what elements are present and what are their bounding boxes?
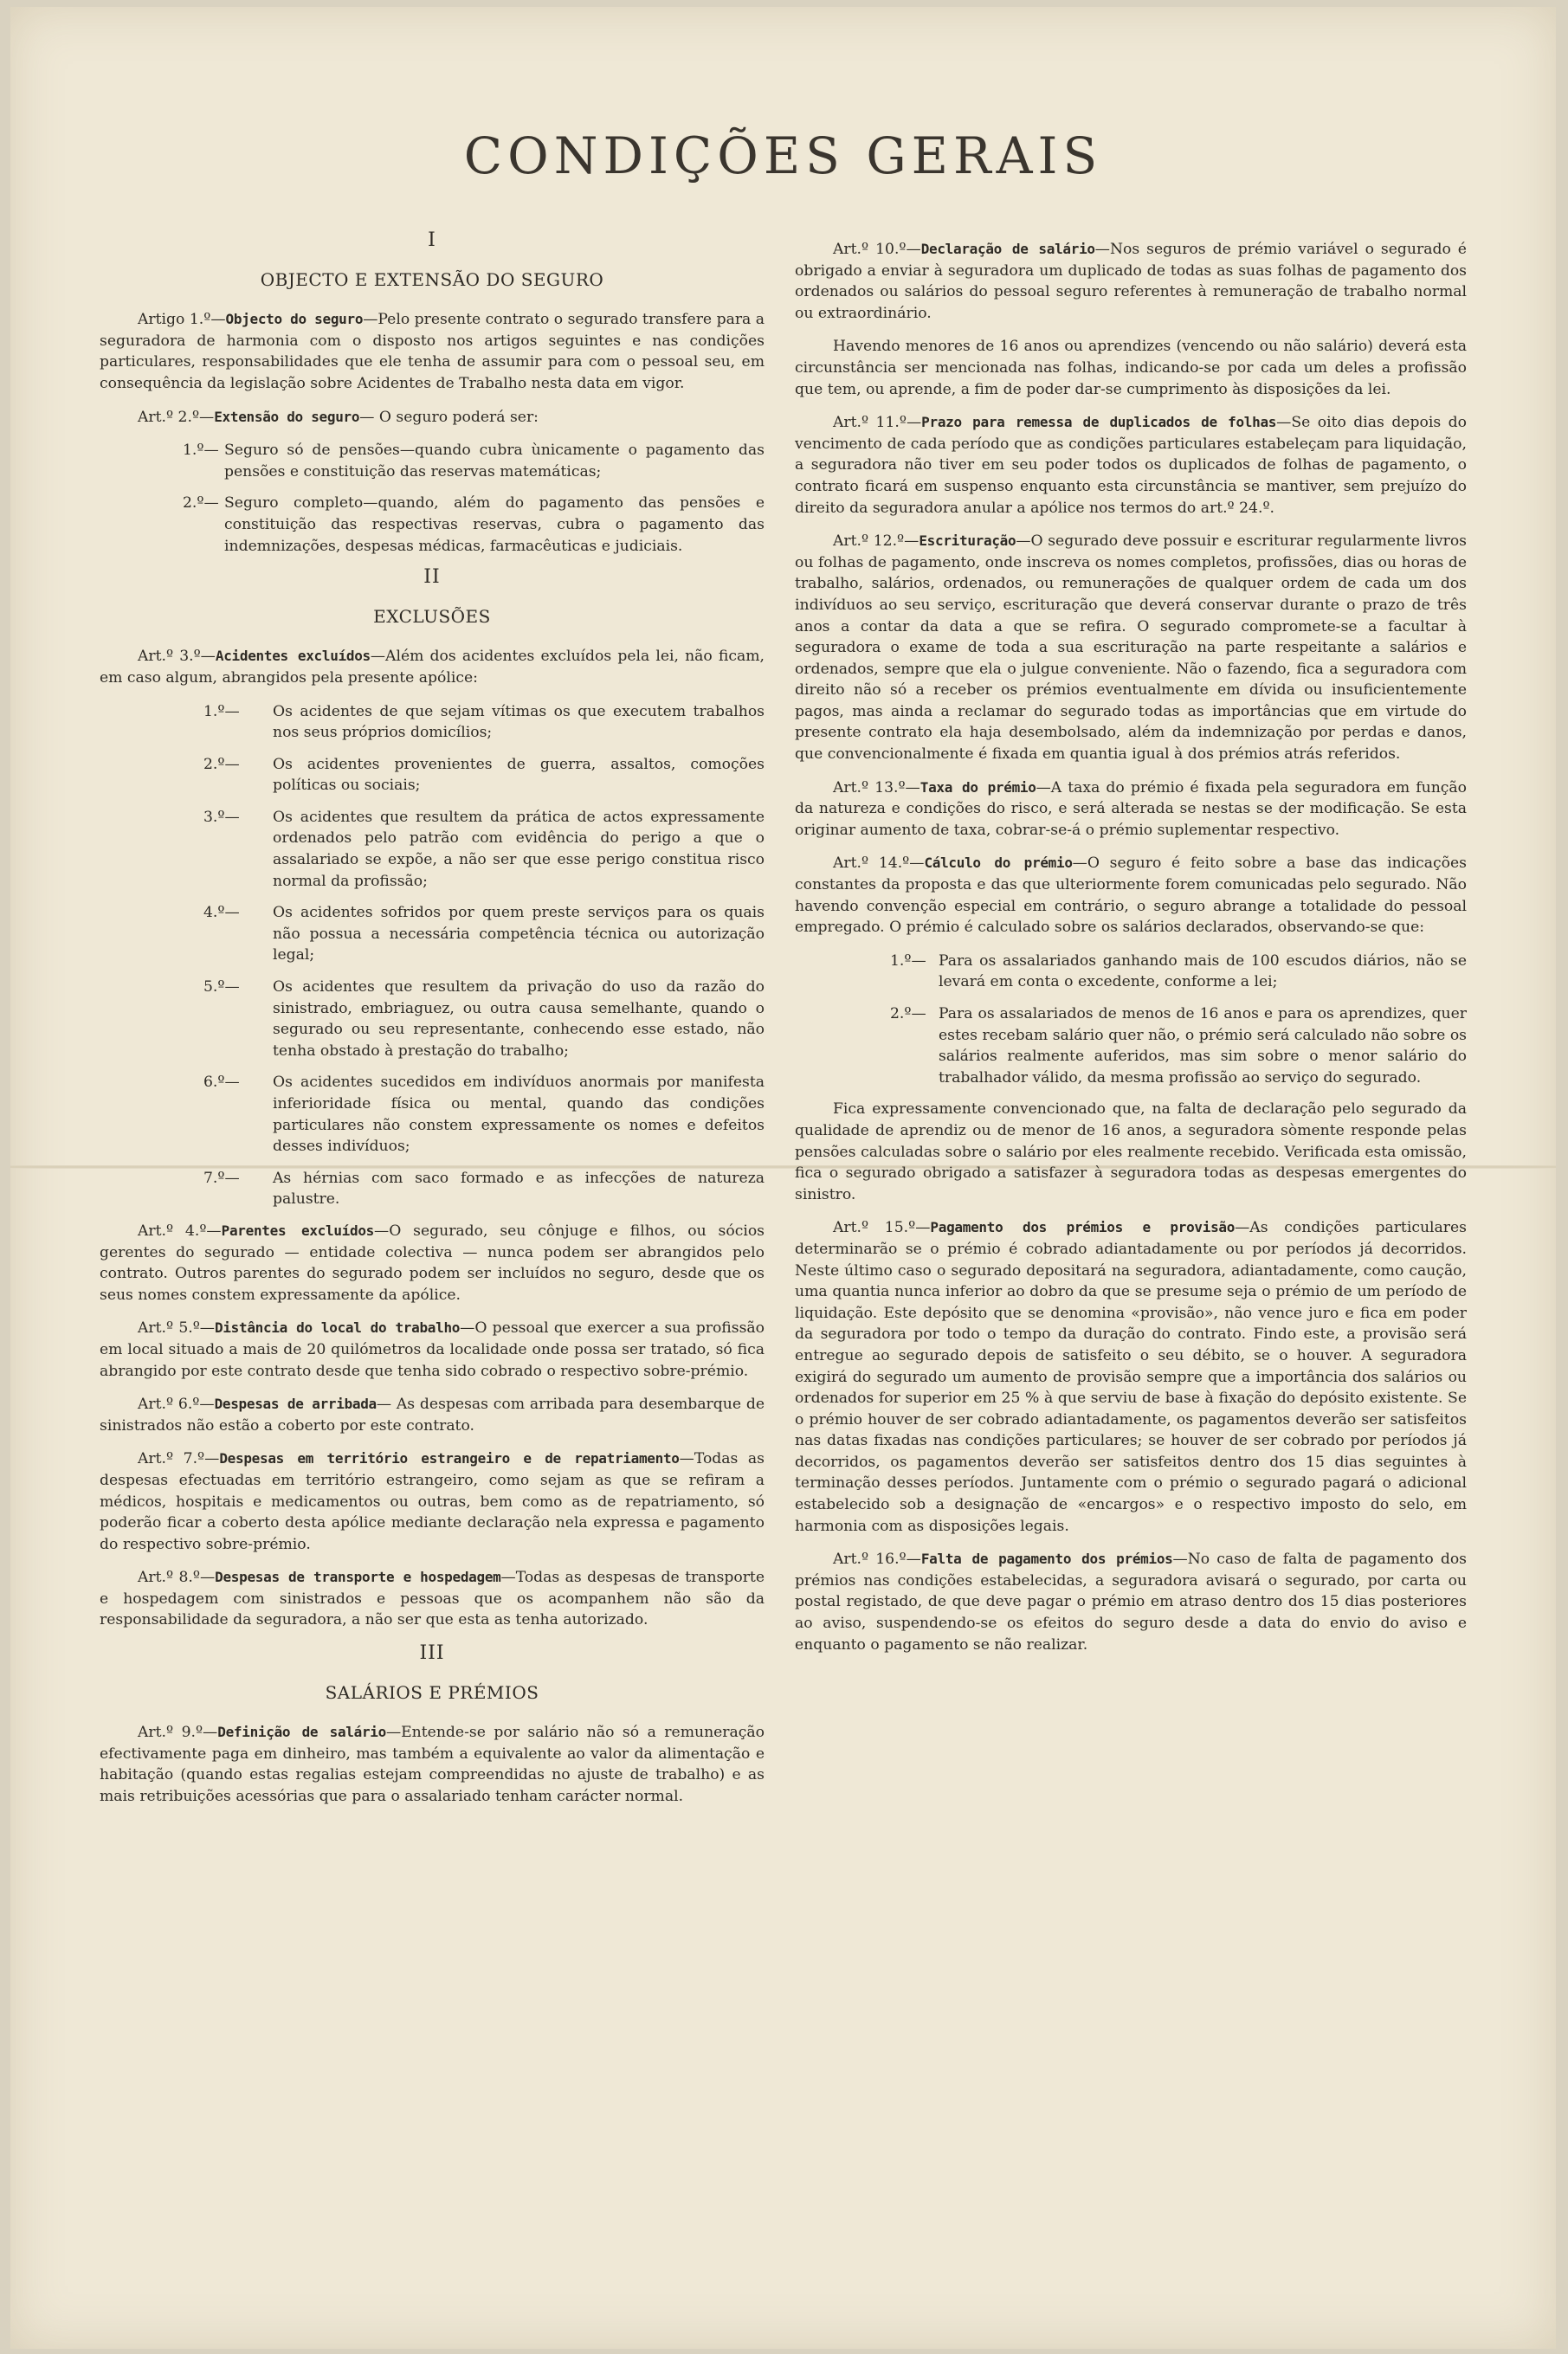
article-number: Art.º 15.º— <box>833 1219 931 1237</box>
item-text: Os acidentes sucedidos em indivíduos anormais por manifesta inferioridade física ou mental, quando das condições particulares não constem expressamente os nomes e defeitos desses indivíduos; <box>273 1074 765 1156</box>
article-heading: Objecto do seguro <box>225 311 364 328</box>
article-13 <box>795 777 1467 842</box>
list-item <box>100 1168 765 1210</box>
article-text: —As condições particulares determinarão se o prémio é cobrado adiantadamente ou por períodos já decorridos. Neste último caso o segurado depositará na seguradora, adiantadamente, como caução, uma quantia nunca inferior ao dobro da que se presume seja o prémio de um período de liquidação. Este depósito que se denomina «provisão», não vence juro e fica em poder da seguradora por todo o tempo da duração do contrato. Findo este, a provisão será entregue ao segurado depois de satisfeito o seu débito, se o houver. A seguradora exigirá do segurado um aumento de provisão sempre que a importância dos salários ou ordenados for superior em 25 % à que serviu de base à fixação do depósito existente. Se o prémio houver de ser cobrado adiantadamente, os pagamentos deverão ser satisfeitos nas datas fixadas nas condições particulares; se houver de ser cobrado por períodos já decorridos, os pagamentos deverão ser satisfeitos dentro dos 15 dias seguintes à terminação desses períodos. Juntamente com o prémio o segurado pagará o adicional estabelecido sob a designação de «encargos» e o respectivo imposto do selo, em harmonia com as disposições legais. <box>795 1219 1467 1535</box>
article-text: —Entende-se por salário não só a remuneração efectivamente paga em dinheiro, mas também a equivalente ao valor da alimentação e habitação (quando estas regalias estejam compreendidas no ajuste de trabalho) e as mais retribuições acessórias que para o assalariado tenham carácter normal. <box>100 1724 765 1806</box>
item-text: Seguro só de pensões—quando cubra ùnicamente o pagamento das pensões e constituição das reservas matemáticas; <box>224 442 765 480</box>
document-page <box>10 7 1556 2349</box>
item-number: 1.º— <box>183 442 219 460</box>
article-heading: Despesas em território estrangeiro e de repatriamento <box>219 1450 680 1467</box>
article-text: —No caso de falta de pagamento dos prémios nas condições estabelecidas, a seguradora avisará o segurado, por carta ou postal registado, de que deve pagar o prémio em atraso dentro dos 15 dias posteriores ao aviso, suspendendo-se os efeitos do seguro desde a data do envio do aviso e enquanto o pagamento se não realizar. <box>795 1551 1467 1654</box>
list-item <box>100 977 765 1061</box>
item-number: 6.º— <box>203 1074 240 1092</box>
item-text: Os acidentes que resultem da privação do uso da razão do sinistrado, embriaguez, ou outra causa semelhante, quando o segurado ou seu representante, conhecendo esse estado, não tenha obstado à prestação do trabalho; <box>273 978 765 1060</box>
article-number: Art.º 14.º— <box>833 855 925 873</box>
article-heading: Distância do local do trabalho <box>215 1319 461 1337</box>
article-16 <box>795 1549 1467 1655</box>
list-item <box>795 951 1467 993</box>
article-heading: Pagamento dos prémios e provisão <box>930 1219 1236 1236</box>
article-15 <box>795 1217 1467 1537</box>
article-heading: Definição de salário <box>217 1724 386 1741</box>
article-number: Artigo 1.º— <box>138 311 226 329</box>
item-text: Os acidentes sofridos por quem preste serviços para os quais não possua a necessária competência técnica ou autorização legal; <box>273 904 765 964</box>
article-number: Art.º 6.º— <box>138 1396 215 1414</box>
article-text: —O pessoal que exercer a sua profissão em local situado a mais de 20 quilómetros da localidade onde possa ser tratado, só fica abrangido por este contrato desde que tenha sido cobrado o respectivo sobre-prémio. <box>100 1319 765 1380</box>
article-4 <box>100 1221 765 1306</box>
article-number: Art.º 4.º— <box>138 1222 222 1240</box>
article-text: — O seguro poderá ser: <box>359 408 539 426</box>
article-number: Art.º 7.º— <box>138 1450 220 1468</box>
item-number: 2.º— <box>203 755 240 773</box>
article-heading: Falta de pagamento dos prémios <box>920 1551 1173 1568</box>
article-text: —A taxa do prémio é fixada pela seguradora em função da natureza e condições do risco, e será alterada se nestas se der modificação. Se esta originar aumento de taxa, cobrar-se-á o prémio suplementar respectivo. <box>795 778 1467 839</box>
item-number: 1.º— <box>890 951 926 970</box>
article-text: — As despesas com arribada para desembarque de sinistrados não estão a coberto por este contrato. <box>100 1396 765 1435</box>
section-title: OBJECTO E EXTENSÃO DO SEGURO <box>260 268 604 290</box>
list-item <box>100 701 765 744</box>
article-10 <box>795 239 1467 324</box>
item-number: 3.º— <box>203 808 240 826</box>
article-heading: Extensão do seguro <box>214 408 360 425</box>
article-heading: Parentes excluídos <box>221 1222 374 1239</box>
list-item <box>100 754 765 796</box>
article-number: Art.º 10.º— <box>833 241 921 258</box>
article-text: —O seguro é feito sobre a base das indicações constantes da proposta e das que ulteriormente forem comunicadas pelo segurado. Não havendo convenção especial em contrário, o seguro abrange a totalidade do pessoal empregado. O prémio é calculado sobre os salários declarados, observando-se que: <box>795 855 1467 937</box>
list-item <box>795 1003 1467 1088</box>
article-text: —Todas as despesas de transporte e hospedagem com sinistrados e pessoas que os acompanhem não são da responsabilidade da seguradora, a não ser que esta as tenha autorizado. <box>100 1569 765 1629</box>
article-number: Art.º 11.º— <box>833 414 922 432</box>
left-column <box>100 223 765 1820</box>
article-5 <box>100 1318 765 1382</box>
article-7 <box>100 1448 765 1555</box>
section-number: II <box>423 566 441 589</box>
article-text: —Todas as despesas efectuadas em território estrangeiro, como sejam as que se refiram a médicos, hospitais e medicamentos ou outras, bem como as de repatriamento, só poderão ficar a coberto desta apólice mediante declaração nela expressa e pagamento do respectivo sobre-prémio. <box>100 1450 765 1553</box>
article-8 <box>100 1567 765 1631</box>
article-14 <box>795 853 1467 938</box>
article-number: Art.º 16.º— <box>833 1551 921 1569</box>
item-number: 5.º— <box>203 978 240 996</box>
article-heading: Acidentes excluídos <box>215 648 371 665</box>
article-number: Art.º 12.º— <box>833 532 920 551</box>
article-number: Art.º 8.º— <box>138 1569 216 1587</box>
item-text: Seguro completo—quando, além do pagamento das pensões e constituição das respectivas reservas, cubra o pagamento das indemnizações, despesas médicas, farmacêuticas e judiciais. <box>224 494 765 555</box>
section-number: III <box>419 1642 445 1665</box>
article-heading: Cálculo do prémio <box>924 855 1073 872</box>
article-2 <box>100 407 765 429</box>
article-heading: Declaração de salário <box>920 241 1095 257</box>
article-number: Art.º 2.º— <box>138 408 215 426</box>
section-title: SALÁRIOS E PRÉMIOS <box>325 1681 539 1703</box>
article-10-paragraph: Havendo menores de 16 anos ou aprendizes (vencendo ou não salário) deverá esta circunstância ser mencionada nas folhas, indicando-se por cada um deles a profissão que tem, ou aprende, a fim de poder dar-se cumprimento às disposições da lei. <box>795 338 1467 398</box>
article-heading: Taxa do prémio <box>920 778 1036 796</box>
article-heading: Despesas de arribada <box>214 1396 377 1413</box>
article-12 <box>795 531 1467 765</box>
item-number: 2.º— <box>890 1005 926 1022</box>
article-text: —Se oito dias depois do vencimento de cada período que as condições particulares estabeleçam para liquidação, a seguradora não tiver em seu poder todos os duplicados de folhas de pagamento, o contrato ficará em suspenso enquanto esta circunstância se mantiver, sem prejuízo do direito da seguradora anular a apólice nos termos do art.º 24.º. <box>795 414 1467 517</box>
list-item <box>100 902 765 966</box>
article-9 <box>100 1722 765 1807</box>
item-number: 1.º— <box>203 702 240 720</box>
list-item <box>100 493 765 557</box>
item-number: 2.º— <box>183 494 219 513</box>
item-text: Para os assalariados de menos de 16 anos e para os aprendizes, quer estes recebam salário quer não, o prémio será calculado não sobre os salários realmente auferidos, mas sim sobre o menor salário do trabalhador válido, da mesma profissão ao serviço do segurado. <box>939 1005 1467 1087</box>
list-item <box>100 1072 765 1157</box>
article-text: —O segurado, seu cônjuge e filhos, ou sócios gerentes do segurado — entidade colectiva — nunca podem ser abrangidos pelo contrato. Outros parentes do segurado podem ser incluídos no seguro, desde que os seus nomes constem expressamente da apólice. <box>100 1222 765 1304</box>
article-text: —O segurado deve possuir e escriturar regularmente livros ou folhas de pagamento, onde inscreva os nomes completos, profissões, dias ou horas de trabalho, salários, ordenados, ou remunerações de qualquer ordem de cada um dos indivíduos ao seu serviço, escrituração que deverá conservar durante o prazo de três anos a contar da data a que se refira. O segurado compromete-se a facultar à seguradora o exame de toda a sua escrituração na parte respeitante a salários e ordenados, sempre que ela o julgue conveniente. Não o fazendo, fica a seguradora com direito não só a receber os prémios eventualmente em dívida ou insuficientemente pagos, mas ainda a reclamar do segurado todas as importâncias que em virtude do presente contrato ela haja desembolsado, além da indemnização por perdas e danos, que convencionalmente é fixada em quantia igual à dos prémios atrás referidos. <box>795 532 1468 764</box>
article-number: Art.º 13.º— <box>833 778 920 796</box>
article-number: Art.º 3.º— <box>138 648 216 666</box>
list-item <box>100 440 765 482</box>
article-number: Art.º 9.º— <box>138 1724 218 1742</box>
item-text: Os acidentes de que sejam vítimas os que executem trabalhos nos seus próprios domicílios; <box>273 702 765 742</box>
section-title: EXCLUSÕES <box>373 605 491 627</box>
item-number: 7.º— <box>203 1169 240 1187</box>
article-text: —Nos seguros de prémio variável o segurado é obrigado a enviar à seguradora um duplicado de todas as suas folhas de pagamento dos ordenados ou salários do pessoal seguro referentes à remuneração de trabalho normal ou extraordinário. <box>795 241 1467 322</box>
article-text: —Além dos acidentes excluídos pela lei, não ficam, em caso algum, abrangidos pela presente apólice: <box>100 648 765 687</box>
item-number: 4.º— <box>203 904 240 922</box>
article-heading: Prazo para remessa de duplicados de folhas <box>921 414 1277 431</box>
page-title: CONDIÇÕES GERAIS <box>463 126 1103 185</box>
section-number: I <box>428 229 436 251</box>
article-6 <box>100 1394 765 1436</box>
right-column <box>795 239 1467 1667</box>
article-heading: Despesas de transporte e hospedagem <box>215 1569 501 1586</box>
article-11 <box>795 412 1467 519</box>
article-text: —Pelo presente contrato o segurado transfere para a seguradora de harmonia com o disposto nos artigos seguintes e nas condições particulares, responsabilidades que ele tenha de assumir para com o pessoal seu, em consequência da legislação sobre Acidentes de Trabalho nesta data em vigor. <box>100 311 765 392</box>
article-14-paragraph: Fica expressamente convencionado que, na falta de declaração pelo segurado da qualidade de aprendiz ou de menor de 16 anos, a seguradora sòmente responde pelas pensões calculadas sobre o salário por eles realmente recebido. Verificada esta omissão, fica o segurado obrigado a satisfazer à seguradora todas as despesas emergentes do sinistro. <box>795 1100 1467 1203</box>
article-3 <box>100 646 765 688</box>
item-text: Para os assalariados ganhando mais de 100 escudos diários, não se levará em conta o excedente, conforme a lei; <box>939 951 1467 991</box>
article-heading: Escrituração <box>919 532 1016 550</box>
item-text: As hérnias com saco formado e as infecções de natureza palustre. <box>273 1169 765 1209</box>
item-text: Os acidentes que resultem da prática de actos expressamente ordenados pelo patrão com evidência do perigo a que o assalariado se expõe, a não ser que esse perigo constitua risco normal da profissão; <box>273 808 765 890</box>
list-item <box>100 807 765 892</box>
item-text: Os acidentes provenientes de guerra, assaltos, comoções políticas ou sociais; <box>273 755 765 795</box>
article-1 <box>100 309 765 394</box>
article-number: Art.º 5.º— <box>138 1319 215 1338</box>
